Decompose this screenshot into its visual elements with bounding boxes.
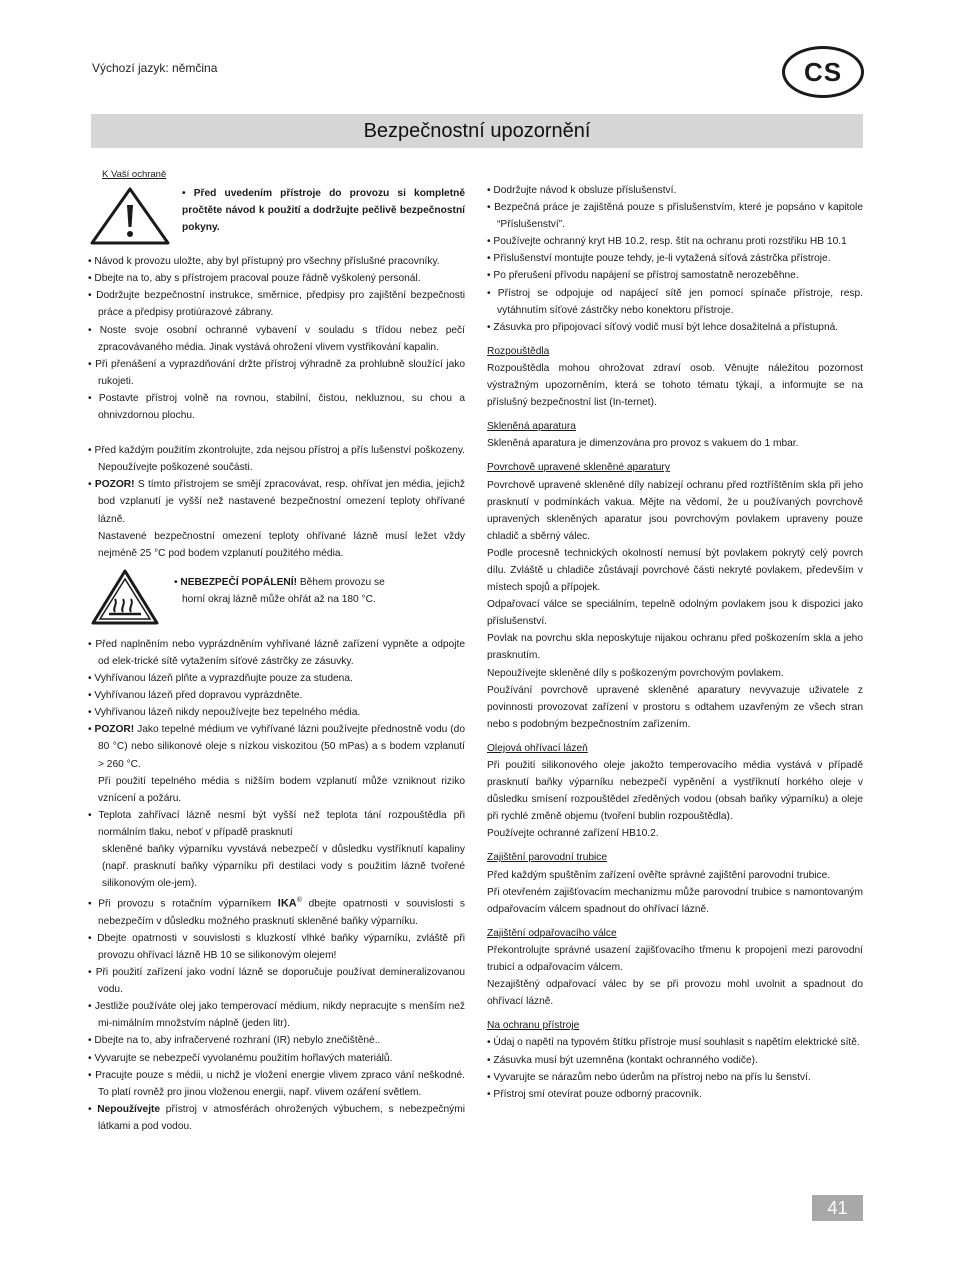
ika-bullet: • Při provozu s rotačním výparníkem IKA® dbejte opatrnosti v souvislosti s nebezpečím v důsledku možného prasknutí skleněné baňky výparníku.	[88, 897, 465, 927]
explosion-bullet: • Nepoužívejte přístroj v atmosférách ohrožených výbuchem, s nebezpečnými látkami a pod vodou.	[88, 1103, 465, 1132]
list-item: • Návod k provozu uložte, aby byl přístupný pro všechny příslušné pracovníky.	[88, 256, 440, 268]
glass-heading: Skleněná aparatura	[487, 421, 576, 433]
list-item: • Jestliže používáte olej jako temperovací médium, nikdy nepracujte s menším než mi-nimálním množstvím náplně (jeden litr).	[88, 1001, 465, 1030]
pozor-continuation-2: Při použití tepelného média s nižším bodem vzplanutí může vzniknout riziko vznícení a požáru.	[98, 775, 465, 804]
coated-glass-para: Používání povrchově upravené skleněné aparatury nevyvazuje uživatele z povinnosti provozovat zařízení v prostoru s odtahem uzavřeným ze všech stran nebo s podobným bezpečnostním zařízením.	[487, 684, 863, 730]
list-item: • Přístroj se odpojuje od napájecí sítě jen pomocí spínače přístroje, resp. vytáhnutím síťové zástrčky nebo konektoru přístroje.	[487, 287, 863, 316]
language-note: Výchozí jazyk: němčina	[92, 61, 218, 75]
temp-continuation: skleněné baňky výparníku vyvstává nebezpečí v důsledku vystříknutí kapaliny (např. prasknutí baňky výparníku při destilaci vody s použitím lázně tvořené silikonovým ole-jem).	[102, 844, 465, 890]
list-item: • Vyhřívanou lázeň před dopravou vyprázdněte.	[88, 690, 303, 702]
general-warning-block	[88, 185, 465, 253]
list-item: • Pracujte pouze s médii, u nichž je vložení energie vlivem zpraco vání neškodné. To platí rovněž pro jinou vloženou energii, např. vlivem ozáření světlem.	[88, 1069, 465, 1098]
list-item: • Dbejte na to, aby s přístrojem pracoval pouze řádně vyškolený personál.	[88, 273, 421, 285]
left-column	[88, 166, 465, 1135]
list-item: • Dodržujte návod k obsluze příslušenství.	[487, 185, 677, 196]
list-item: • Po přerušení přívodu napájení se přístroj samostatně nerozeběhne.	[487, 270, 799, 282]
list-item: • Vyhřívanou lázeň nikdy nepoužívejte bez tepelného média.	[88, 707, 361, 719]
oil-bath-text: Při použití silikonového oleje jakožto temperovacího média vystává v případě prasknutí baňky výparníku nebezpečí vypěnění a vystříknutí horkého oleje v důsledku smísení rozpouštědel zředěných vodou (obsah baňky výparníku) a oleje při rychlé změně objemu (tvoření bublin rozpouštědla).	[487, 760, 863, 823]
list-item: • Bezpečná práce je zajištěná pouze s příslušenstvím, které je popsáno v kapitole “Příslušenství”.	[487, 202, 863, 231]
hot-surface-icon	[88, 568, 172, 632]
vapour-tube-text-2: Při otevřeném zajišťovacím mechanizmu může parovodní trubice s namontovaným odpařovacím válcem spadnout do ohřívací lázně.	[487, 886, 863, 915]
coated-glass-para: Povlak na povrchu skla neposkytuje nijakou ochranu před poškozením skla a jeho prasknutím.	[487, 633, 863, 662]
oil-bath-heading: Olejová ohřívací lázeň	[487, 742, 588, 754]
vapour-tube-text: Před každým spuštěním zařízení ověřte správné zajištění parovodní trubice.	[487, 869, 831, 881]
intro-warning: • Před uvedením přístroje do provozu si kompletně pročtěte návod k použití a dodržujte pečlivě bezpečnostní pokyny.	[182, 188, 465, 234]
pozor-bullet-1: • POZOR! S tímto přístrojem se smějí zpracovávat, resp. ohřívat jen média, jejichž bod vzplanutí je vyšší než nastavené bezpečnostní omezení teploty ohřívané lázně.	[88, 479, 465, 525]
right-column	[487, 182, 863, 1103]
burn-warning: • NEBEZPEČÍ POPÁLENÍ! Během provozu se	[174, 576, 385, 588]
list-item: • Vyvarujte se nebezpečí vyvolanému použitím hořlavých materiálů.	[88, 1052, 393, 1064]
list-item: • Údaj o napětí na typovém štítku přístroje musí souhlasit s napětím elektrické sítě.	[487, 1037, 860, 1049]
list-item: • Dbejte opatrnosti v souvislosti s kluzkostí vlhké baňky výparníku, zvláště při provozu ohřívací lázně HB 10 se silikonovým olejem!	[88, 932, 465, 961]
temp-bullet: • Teplota zahřívací lázně nesmí být vyšší než teplota tání rozpouštědla při normálním tlaku, neboť v případě prasknutí	[88, 809, 465, 838]
solvents-text: Rozpouštědla mohou ohrožovat zdraví osob. Věnujte náležitou pozornost výstražným upozorněním, která se tohoto tématu týkají, a informujte se na příslušný bezpečnostní list (In-ternet).	[487, 362, 863, 409]
protection-heading: K Vaší ochraně	[102, 169, 167, 180]
list-item: • Při přenášení a vyprazdňování držte přístroj výhradně za prohlubně sloužící jako rukojeti.	[88, 358, 465, 387]
flask-heading: Zajištění odpařovacího válce	[487, 927, 617, 939]
list-item: • Zásuvka pro připojovací síťový vodič musí být lehce dosažitelná a přístupná.	[487, 321, 839, 333]
page-number: 41	[812, 1195, 863, 1221]
list-item: • Postavte přístroj volně na rovnou, stabilní, čistou, nekluznou, su chou a ohnivzdornou plochu.	[88, 392, 465, 422]
flask-text: Překontrolujte správné usazení zajišťovacího třmenu k propojení mezi parovodní trubicí a odpařovacím válcem.	[487, 944, 863, 974]
coated-glass-para: Povrchově upravené skleněné díly nabízejí ochranu před roztříštěním skla při jeho prasknutí v podmínkách vakua. Mějte na vědomí, že u používaných povrchově upravených skleněných aparatur jsou povrchovým povlakem upraveny pouze chladič a sběrný válec.	[487, 479, 863, 542]
oil-bath-text-2: Používejte ochranné zařízení HB10.2.	[487, 828, 659, 840]
pozor-bullet-2: • POZOR! Jako tepelné médium ve vyhřívané lázni používejte přednostně vodu (do 80 °C) nebo silikonové oleje s nízkou viskozitou (50 mPas) a s bodem vzplanutí > 260 °C.	[88, 724, 465, 770]
pozor-continuation-1: Nastavené bezpečnostní omezení teploty ohřívané lázně musí ležet vždy nejméně 25 °C pod bodem vzplanutí použitého média.	[98, 530, 465, 559]
burn-warning-cont: horní okraj lázně může ohřát až na 180 °C.	[182, 593, 376, 605]
list-item: • Přístroj smí otevírat pouze odborný pracovník.	[487, 1088, 702, 1100]
coated-glass-heading: Povrchově upravené skleněné aparatury	[487, 462, 670, 474]
bullet-list-c	[88, 930, 465, 1101]
list-item: • Zásuvka musí být uzemněna (kontakt ochranného vodiče).	[487, 1054, 758, 1066]
page-title: Bezpečnostní upozornění	[91, 114, 863, 148]
list-item: • Vyhřívanou lázeň plňte a vyprazdňujte pouze za studena.	[88, 673, 353, 685]
bullet-list-a	[88, 253, 465, 424]
accessory-bullets	[487, 182, 863, 336]
coated-glass-para: Nepoužívejte skleněné díly s poškozeným povrchovým povlakem.	[487, 667, 784, 679]
bullet-list-b	[88, 636, 465, 721]
device-protection-heading: Na ochranu přístroje	[487, 1020, 580, 1032]
list-item: • Noste svoje osobní ochranné vybavení v souladu s třídou nebez pečí zpracovávaného média. Jinak vystává ohrožení vlivem vystřikování kapalin.	[88, 324, 465, 353]
list-item: • Příslušenství montujte pouze tehdy, je-li vytažená síťová zástrčka přístroje.	[487, 253, 831, 265]
coated-glass-para: Podle procesně technických okolností nemusí být povlakem pokrytý celý povrch dílu. Zvláště u chladiče zůstávají povrchové části nekryté povlakem, především v místech spojů a přípojek.	[487, 547, 863, 594]
list-item: • Při použití zařízení jako vodní lázně se doporučuje používat demineralizovanou vodu.	[88, 967, 465, 996]
check-bullet: • Před každým použitím zkontrolujte, zda nejsou přístroj a přís lušenství poškozeny. Nepoužívejte poškozené součásti.	[88, 445, 465, 474]
warning-triangle-icon	[88, 185, 178, 253]
glass-text: Skleněná aparatura je dimenzována pro provoz s vakuem do 1 mbar.	[487, 438, 799, 450]
coated-glass-para: Odpařovací válce se speciálním, tepelně odolným povlakem jsou k dispozici jako příslušenství.	[487, 599, 863, 628]
language-badge: CS	[782, 46, 864, 98]
list-item: • Dbejte na to, aby infračervené rozhraní (IR) nebylo znečištěné..	[88, 1035, 381, 1047]
ika-logo: IKA	[277, 897, 297, 910]
list-item: • Před naplněním nebo vyprázdněním vyhřívané lázně zařízení vypněte a odpojte od elek-trické sítě vytažením síťové zástrčky ze zásuvky.	[88, 638, 465, 667]
list-item: • Používejte ochranný kryt HB 10.2, resp. štít na ochranu proti rozstřiku HB 10.1	[487, 236, 847, 248]
vapour-tube-heading: Zajištění parovodní trubice	[487, 852, 608, 864]
burn-warning-block	[88, 568, 465, 632]
flask-text-2: Nezajištěný odpařovací válec by se při provozu mohl uvolnit a spadnout do ohřívací lázně.	[487, 979, 863, 1008]
list-item: • Vyvarujte se nárazům nebo úderům na přístroj nebo na přís lu šenství.	[487, 1071, 811, 1083]
solvents-heading: Rozpouštědla	[487, 345, 550, 357]
list-item: • Dodržujte bezpečnostní instrukce, směrnice, předpisy pro zajištění bezpečnosti práce a předpisy protiúrazové zábrany.	[88, 290, 465, 319]
